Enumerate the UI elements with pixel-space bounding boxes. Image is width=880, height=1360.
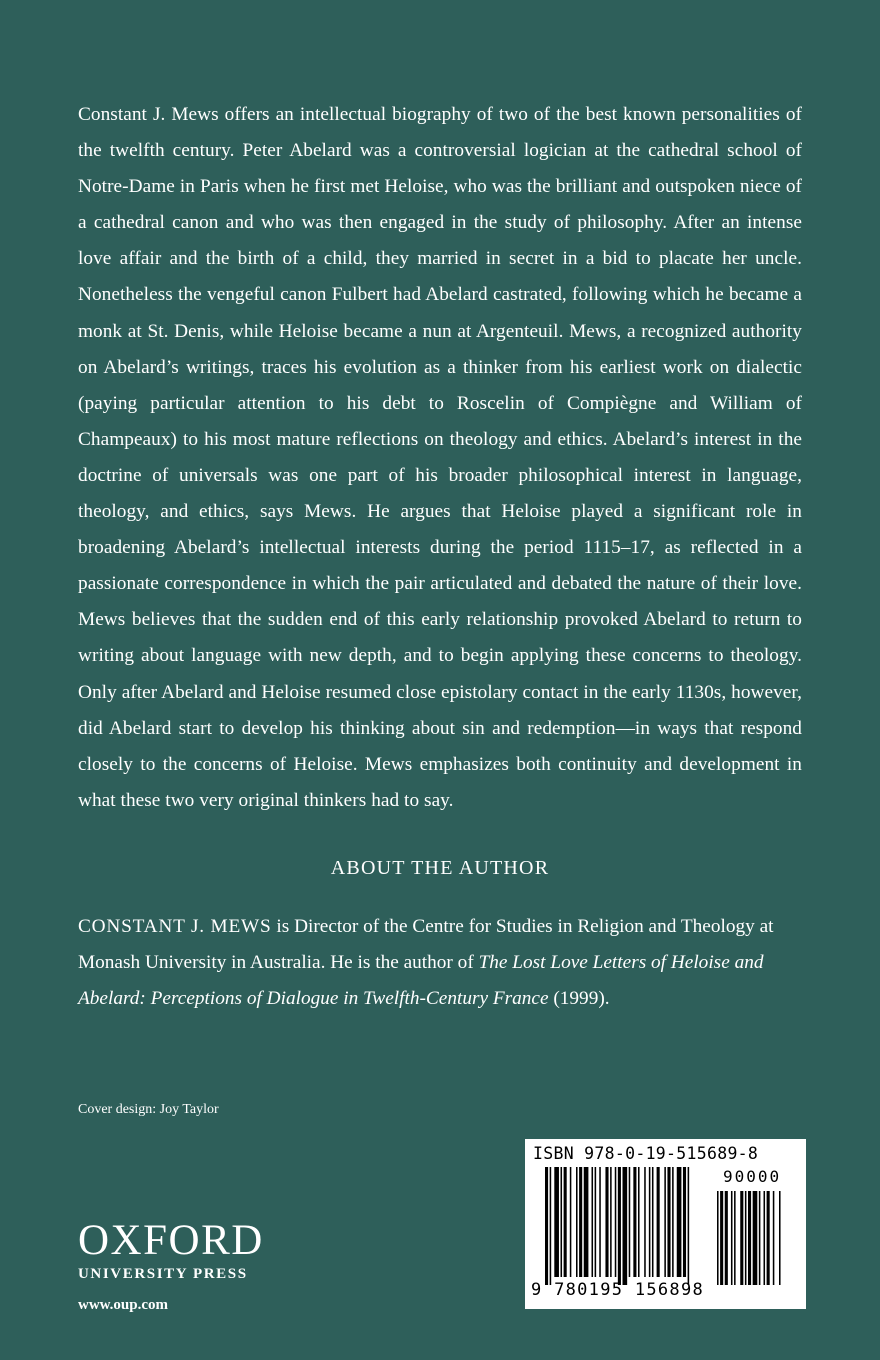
barcode-bar — [725, 1191, 728, 1285]
publisher-subtitle: UNIVERSITY PRESS — [78, 1266, 248, 1282]
barcode-bar — [595, 1167, 597, 1277]
about-author-body — [78, 909, 802, 1017]
barcode-bar — [672, 1167, 674, 1277]
barcode-bar — [767, 1191, 770, 1285]
barcode-bar — [564, 1167, 567, 1277]
description-blurb: Constant J. Mews offers an intellectual biography of two of the best known personalities of the twelfth century. Peter Abelard was a controversial logician at the cathedral school of Notre-Dame in Paris when he first met Heloise, who was the brilliant and outspoken niece of a cathedral canon and who was then engaged in the study of philosophy. After an intense love affair and the birth of a child, they married in secret in a bid to placate her uncle. Nonetheless the vengeful canon Fulbert had Abelard castrated, following which he became a monk at St. Denis, while Heloise became a nun at Argenteuil. Mews, a recognized authority on Abelard’s writings, traces his evolution as a thinker from his earliest work on dialectic (paying particular attention to his debt to Roscelin of Compiègne and William of Champeaux) to his most mature reflections on theology and ethics. Abelard’s interest in the doctrine of universals was one part of his broader philosophical interest in language, theology, and ethics, says Mews. He argues that Heloise played a significant role in broadening Abelard’s intellectual interests during the period 1115–17, as reflected in a passionate correspondence in which the pair articulated and debated the nature of their love. Mews believes that the sudden end of this early relationship provoked Abelard to return to writing about language with new depth, and to begin applying these concerns to theology. Only after Abelard and Heloise resumed close epistolary contact in the early 1130s, however, did Abelard start to develop his thinking about sin and redemption—in ways that respond closely to the concerns of Heloise. Mews emphasizes both continuity and development in what these two very original thinkers had to say. — [78, 104, 802, 811]
barcode-bar — [638, 1167, 640, 1277]
barcode-bar — [667, 1167, 670, 1277]
barcode-bar — [764, 1191, 766, 1285]
barcode-bar — [688, 1167, 690, 1285]
isbn-label: ISBN 978-0-19-515689-8 — [533, 1144, 759, 1163]
publisher-logo — [78, 1218, 338, 1315]
barcode-bar — [652, 1167, 654, 1277]
barcode-bar — [545, 1167, 548, 1285]
barcode-bar — [554, 1167, 559, 1277]
barcode-bar — [550, 1167, 552, 1285]
barcode-bar — [605, 1167, 608, 1277]
barcode-bar — [623, 1167, 628, 1285]
barcode-bar — [629, 1167, 631, 1277]
barcode-bar — [720, 1191, 723, 1285]
about-author-heading: ABOUT THE AUTHOR — [330, 857, 550, 879]
barcode-bar — [570, 1167, 572, 1277]
barcode-bar — [618, 1167, 621, 1285]
cover-design-credit: Cover design: Joy Taylor — [78, 1102, 219, 1117]
isbn-barcode — [525, 1139, 806, 1309]
barcode-bar — [649, 1167, 651, 1277]
barcode-bar — [615, 1167, 617, 1277]
publisher-name: OXFORD — [78, 1217, 264, 1264]
barcode-bar — [644, 1167, 646, 1277]
barcode-bar — [576, 1167, 578, 1277]
barcode-bar — [717, 1191, 719, 1285]
price-code: 90000 — [723, 1167, 782, 1186]
book-title: The Lost Love Letters of Heloise and Abelard: Perceptions of Dialogue in Twelfth-Century France — [78, 952, 764, 1009]
barcode-bar — [599, 1167, 601, 1277]
barcode-bar — [773, 1191, 775, 1285]
barcode-bar — [584, 1167, 589, 1277]
barcode-bar — [633, 1167, 636, 1277]
barcode-bar — [579, 1167, 582, 1277]
barcode-bar — [748, 1191, 751, 1285]
barcode-bar — [657, 1167, 660, 1277]
barcode-bar — [745, 1191, 747, 1285]
barcode-bar — [753, 1191, 758, 1285]
barcode-bar — [677, 1167, 682, 1277]
author-bio-part1: is Director of the Centre for Studies in Religion and Theology at Monash University in Australia. He is the author of — [78, 916, 774, 973]
barcode-bar — [683, 1167, 686, 1277]
barcode-bar — [731, 1191, 733, 1285]
publisher-url: www.oup.com — [78, 1297, 169, 1313]
author-name: CONSTANT J. MEWS — [78, 916, 272, 937]
barcode-bar — [561, 1167, 563, 1277]
barcode-bar — [759, 1191, 761, 1285]
barcode-bar — [664, 1167, 666, 1277]
barcode-bar — [779, 1191, 781, 1285]
barcode-bar — [740, 1191, 743, 1285]
barcode-bar — [734, 1191, 736, 1285]
barcode-digits: 9 780195 156898 — [531, 1280, 705, 1300]
barcode-bar — [610, 1167, 612, 1277]
barcode-bar — [592, 1167, 594, 1277]
author-bio-part2: (1999). — [548, 988, 610, 1009]
